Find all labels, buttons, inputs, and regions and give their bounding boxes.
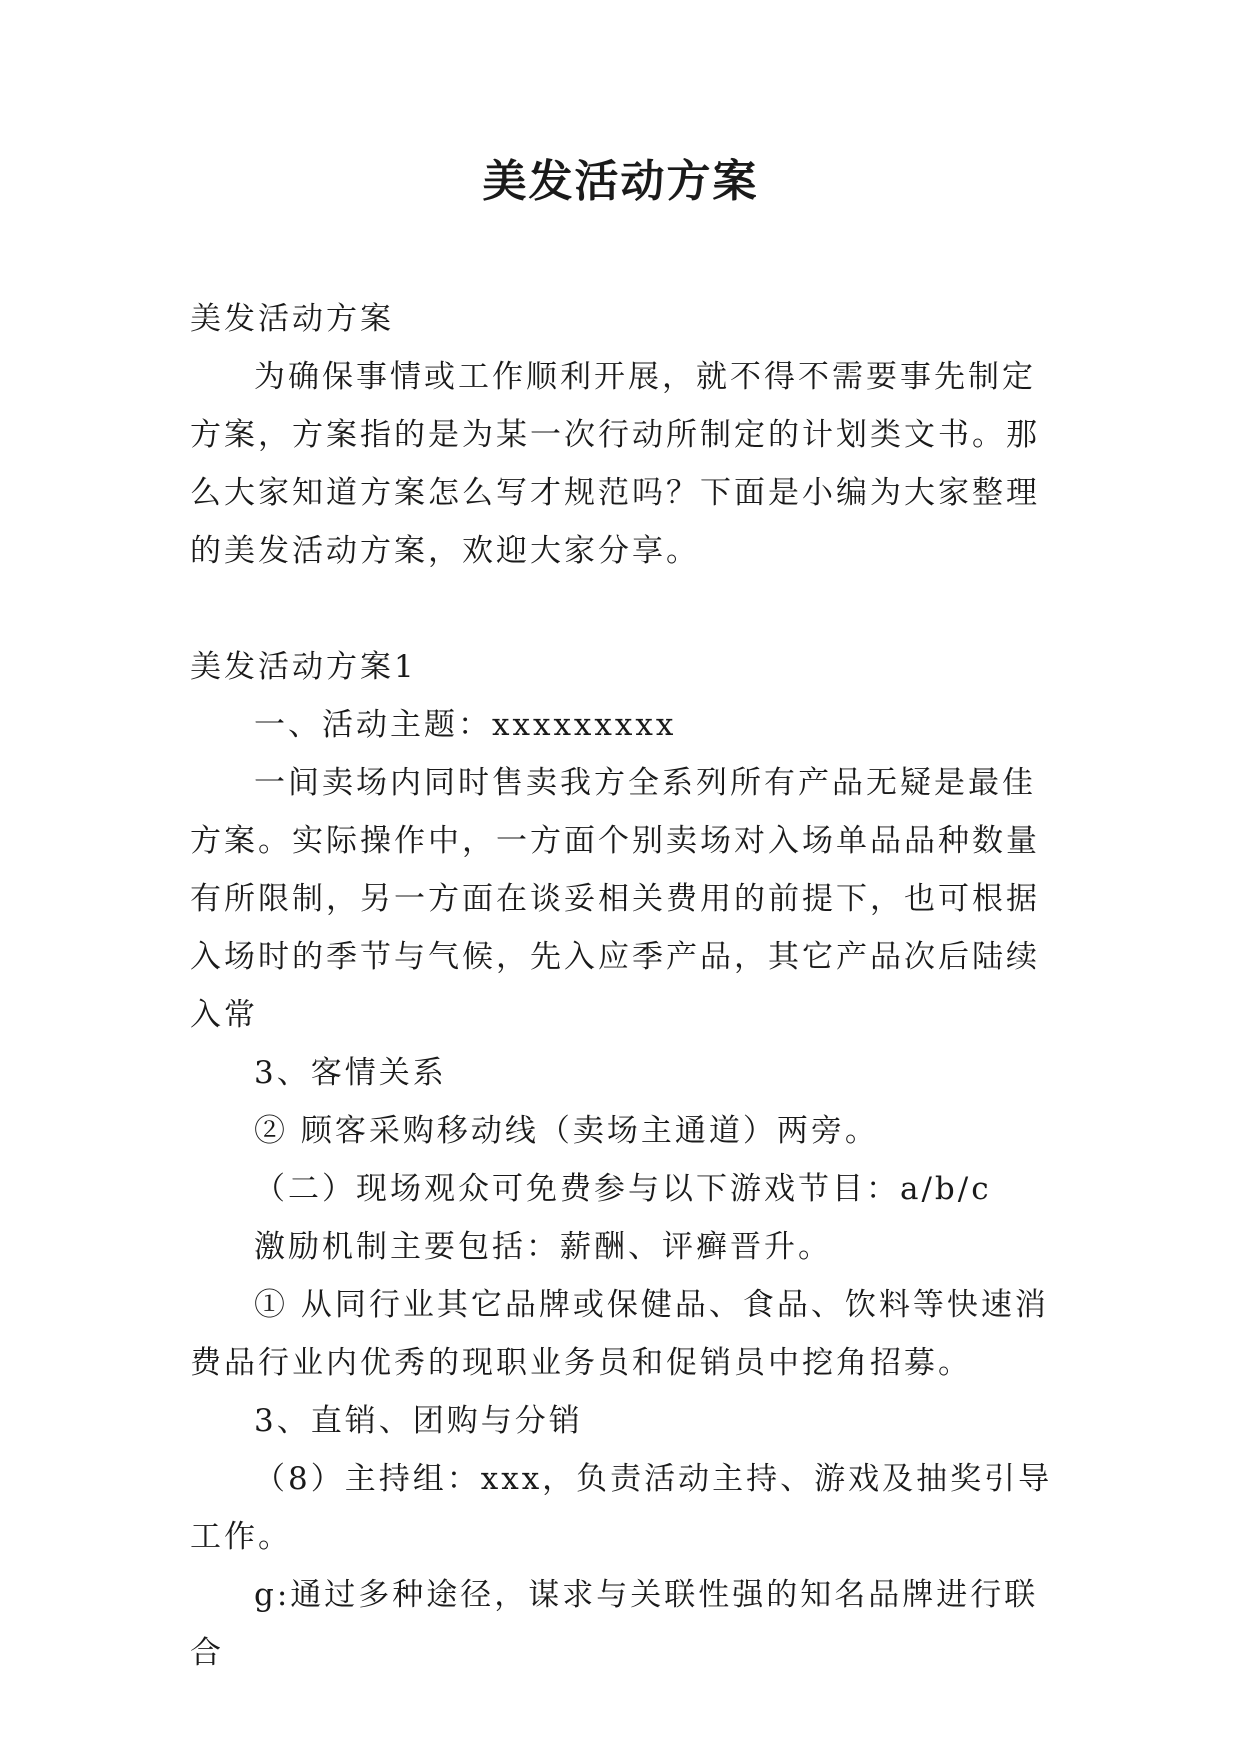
paragraph: g:通过多种途径，谋求与关联性强的知名品牌进行联合 xyxy=(190,1577,1039,1671)
section-heading: 美发活动方案 xyxy=(190,301,394,337)
document-title: 美发活动方案 xyxy=(482,156,759,207)
paragraph: 一间卖场内同时售卖我方全系列所有产品无疑是最佳方案。实际操作中，一方面个别卖场对入场单品品种数量有所限制，另一方面在谈妥相关费用的前提下，也可根据入场时的季节与气候，先入应季产品，其它产品次后陆续入常 xyxy=(190,765,1040,1033)
paragraph: 3、客情关系 xyxy=(254,1055,447,1091)
paragraph: ② 顾客采购移动线（卖场主通道）两旁。 xyxy=(254,1113,879,1149)
paragraph: 激励机制主要包括：薪酬、评癣晋升。 xyxy=(254,1229,832,1265)
document-body xyxy=(190,290,1055,1682)
paragraph: （8）主持组：xxx，负责活动主持、游戏及抽奖引导工作。 xyxy=(190,1461,1053,1555)
paragraph: ① 从同行业其它品牌或保健品、食品、饮料等快速消费品行业内优秀的现职业务员和促销员中挖角招募。 xyxy=(190,1287,1049,1381)
section-heading: 美发活动方案1 xyxy=(190,649,417,685)
paragraph: （二）现场观众可免费参与以下游戏节目：a/b/c xyxy=(254,1171,992,1207)
paragraph: 一、活动主题：xxxxxxxxx xyxy=(254,707,677,743)
paragraph: 3、直销、团购与分销 xyxy=(254,1403,583,1439)
intro-paragraph: 为确保事情或工作顺利开展，就不得不需要事先制定方案，方案指的是为某一次行动所制定的计划类文书。那么大家知道方案怎么写才规范吗？下面是小编为大家整理的美发活动方案，欢迎大家分享。 xyxy=(190,359,1040,569)
